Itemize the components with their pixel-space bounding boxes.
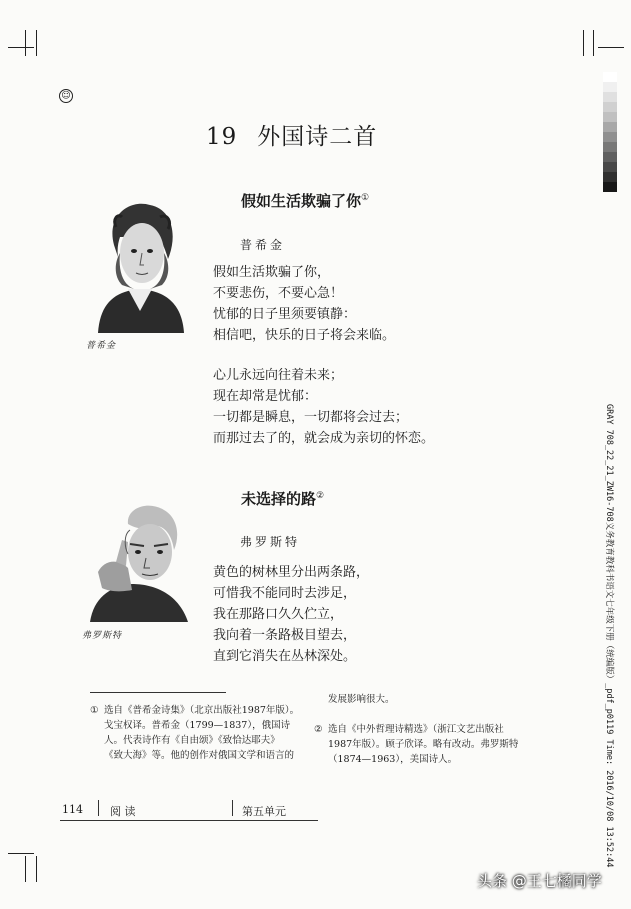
footnote-rule bbox=[90, 692, 226, 693]
portrait-caption-pushkin: 普希金 bbox=[86, 341, 117, 351]
crop-mark-top-right-v bbox=[593, 30, 594, 56]
poem2-note-mark: ② bbox=[316, 491, 325, 501]
crop-mark-top-right-v2 bbox=[583, 30, 584, 56]
poem-line: 忧郁的日子里须要镇静： bbox=[213, 307, 357, 322]
crop-mark-bottom-left-v bbox=[36, 856, 37, 882]
footer-separator bbox=[98, 800, 99, 816]
print-metadata-text: GRAY 708_22_21_ZW16-708义务教育教科书语文七年级下册（统编版）_pdf_p0119 Time: 2016/10/08 13:52:44 bbox=[604, 404, 614, 868]
poem-line: 现在却常是忧郁： bbox=[213, 389, 318, 404]
smiley-circle-icon: ☺ bbox=[59, 89, 73, 103]
footnote-line: 人。代表诗作有《自由颂》《致恰达耶夫》 bbox=[104, 735, 280, 746]
page-number: 114 bbox=[62, 803, 83, 816]
poem1-title bbox=[241, 190, 369, 211]
poem-line: 直到它消失在丛林深处。 bbox=[213, 649, 357, 664]
footnote-line: （1874—1963），美国诗人。 bbox=[328, 754, 458, 765]
poem-line: 可惜我不能同时去涉足， bbox=[213, 586, 357, 601]
poem-line: 我在那路口久久伫立， bbox=[213, 607, 344, 622]
crop-mark-top-right-h bbox=[598, 47, 624, 48]
footnote-line: 《致大海》等。他的创作对俄国文学和语言的 bbox=[104, 750, 295, 761]
poem-line: 心儿永远向往着未来； bbox=[213, 368, 344, 383]
poem1-note-mark: ① bbox=[361, 193, 370, 203]
gray-calibration-strip bbox=[603, 72, 617, 192]
footer-separator bbox=[232, 800, 233, 816]
crop-mark-bottom-left-h bbox=[8, 853, 34, 854]
poem2-title-text: 未选择的路 bbox=[241, 490, 317, 508]
poem-line: 相信吧，快乐的日子将会来临。 bbox=[213, 328, 396, 343]
lesson-number: 19 bbox=[206, 124, 238, 150]
portrait-frost bbox=[88, 500, 190, 622]
poem2-title bbox=[241, 488, 324, 509]
poem2-author: 弗罗斯特 bbox=[240, 535, 301, 549]
footnote-1-continued bbox=[328, 692, 543, 707]
crop-mark-top-left-v2 bbox=[25, 30, 26, 56]
poem1-title-text: 假如生活欺骗了你 bbox=[241, 192, 362, 210]
footer-rule bbox=[60, 820, 318, 821]
poem1-stanza-2 bbox=[213, 365, 434, 449]
footnote-2 bbox=[314, 722, 543, 767]
footnote-line: 选自《中外哲理诗精选》（浙江文艺出版社 bbox=[328, 724, 504, 735]
poem-line: 不要悲伤，不要心急！ bbox=[213, 286, 344, 301]
poem2-stanza-1 bbox=[213, 562, 369, 667]
footnote-1 bbox=[90, 703, 319, 763]
lesson-title-text: 外国诗二首 bbox=[257, 124, 378, 150]
poem-line: 而那过去了的，就会成为亲切的怀恋。 bbox=[213, 431, 435, 446]
footnote-line: 1987年版）。顾子欣译。略有改动。弗罗斯特 bbox=[328, 739, 519, 750]
watermark: 头条 @王七橘同学 bbox=[477, 872, 602, 890]
crop-mark-top-left-h bbox=[8, 47, 34, 48]
footnote-line: 发展影响很大。 bbox=[328, 694, 395, 705]
footnote-2-mark: ② bbox=[314, 724, 323, 735]
poem-line: 我向着一条路极目望去， bbox=[213, 628, 357, 643]
footer-unit: 第五单元 bbox=[242, 805, 286, 818]
poem-line: 假如生活欺骗了你， bbox=[213, 265, 331, 280]
poem-line: 一切都是瞬息，一切都将会过去； bbox=[213, 410, 409, 425]
poem-line: 黄色的树林里分出两条路， bbox=[213, 565, 370, 580]
footnote-1-mark: ① bbox=[90, 705, 99, 716]
poem1-stanza-1 bbox=[213, 262, 395, 346]
footnote-line: 戈宝权译。普希金（1799—1837），俄国诗 bbox=[104, 720, 291, 731]
poem1-author: 普希金 bbox=[240, 238, 286, 252]
crop-mark-bottom-left-v2 bbox=[25, 856, 26, 882]
portrait-caption-frost: 弗罗斯特 bbox=[82, 631, 123, 641]
lesson-title bbox=[206, 118, 377, 151]
footer-section: 阅 读 bbox=[110, 805, 136, 818]
crop-mark-top-left-v bbox=[36, 30, 37, 56]
portrait-pushkin bbox=[90, 193, 190, 333]
footnote-line: 选自《普希金诗集》（北京出版社1987年版）。 bbox=[104, 705, 300, 716]
print-metadata bbox=[603, 405, 617, 875]
